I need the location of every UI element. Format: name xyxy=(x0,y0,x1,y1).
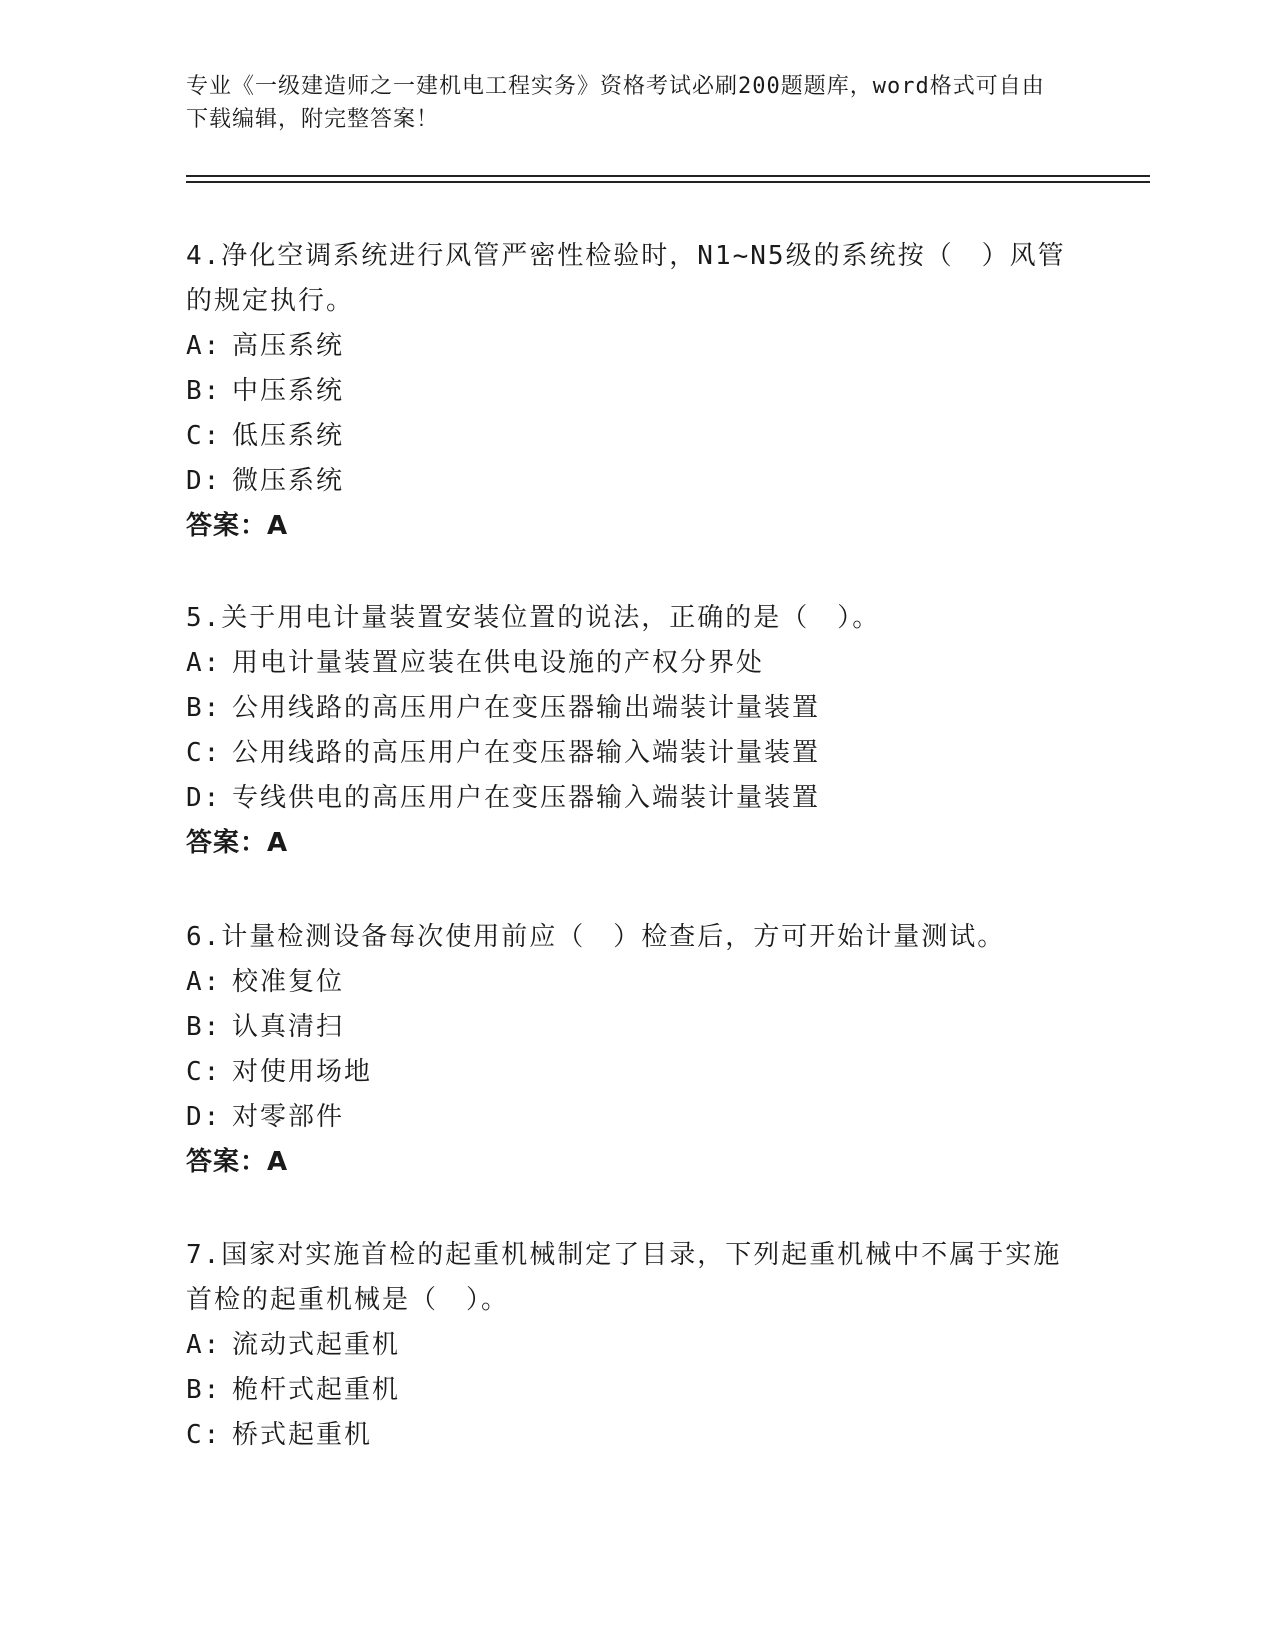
option-b xyxy=(186,686,1086,731)
option-text: 中压系统 xyxy=(232,376,345,406)
option-a xyxy=(186,960,1086,1005)
option-letter: D: xyxy=(186,783,222,813)
option-text: 高压系统 xyxy=(232,331,345,361)
option-b xyxy=(186,369,1086,414)
question-stem: 5.关于用电计量装置安装位置的说法，正确的是（ ）。 xyxy=(186,603,881,633)
answer-line: 答案：A xyxy=(186,828,289,858)
option-letter: B: xyxy=(186,376,222,406)
option-text: 专线供电的高压用户在变压器输入端装计量装置 xyxy=(232,783,821,813)
option-letter: A: xyxy=(186,967,222,997)
option-text: 桅杆式起重机 xyxy=(232,1375,401,1405)
option-letter: C: xyxy=(186,738,222,768)
option-text: 流动式起重机 xyxy=(232,1330,401,1360)
option-text: 公用线路的高压用户在变压器输入端装计量装置 xyxy=(232,738,821,768)
option-letter: A: xyxy=(186,648,222,678)
option-letter: D: xyxy=(186,1102,222,1132)
question-7 xyxy=(186,1233,1086,1458)
question-stem: 4.净化空调系统进行风管严密性检验时，N1~N5级的系统按（ ）风管的规定执行。 xyxy=(186,241,1066,316)
option-letter: B: xyxy=(186,1375,222,1405)
option-d xyxy=(186,1095,1086,1140)
option-letter: C: xyxy=(186,1057,222,1087)
option-text: 微压系统 xyxy=(232,466,345,496)
question-4 xyxy=(186,234,1086,549)
option-letter: B: xyxy=(186,693,222,723)
option-letter: B: xyxy=(186,1012,222,1042)
option-a xyxy=(186,641,1086,686)
option-text: 公用线路的高压用户在变压器输出端装计量装置 xyxy=(232,693,821,723)
option-letter: D: xyxy=(186,466,222,496)
option-text: 桥式起重机 xyxy=(232,1420,373,1450)
option-d xyxy=(186,776,1086,821)
question-stem: 7.国家对实施首检的起重机械制定了目录，下列起重机械中不属于实施首检的起重机械是（ ）。 xyxy=(186,1240,1062,1315)
option-c xyxy=(186,1413,1086,1458)
document-header xyxy=(186,70,1066,136)
option-text: 对零部件 xyxy=(232,1102,345,1132)
option-c xyxy=(186,1050,1086,1095)
option-text: 对使用场地 xyxy=(232,1057,373,1087)
header-title: 专业《一级建造师之一建机电工程实务》资格考试必刷200题题库，word格式可自由下载编辑，附完整答案！ xyxy=(186,74,1045,132)
question-6 xyxy=(186,915,1086,1185)
option-a xyxy=(186,324,1086,369)
option-d xyxy=(186,459,1086,504)
question-stem: 6.计量检测设备每次使用前应（ ）检查后，方可开始计量测试。 xyxy=(186,922,1006,952)
answer-line: 答案：A xyxy=(186,511,289,541)
option-b xyxy=(186,1005,1086,1050)
answer-line: 答案：A xyxy=(186,1147,289,1177)
option-text: 认真清扫 xyxy=(232,1012,345,1042)
option-a xyxy=(186,1323,1086,1368)
option-c xyxy=(186,731,1086,776)
option-b xyxy=(186,1368,1086,1413)
header-divider-bottom xyxy=(186,181,1150,183)
option-text: 校准复位 xyxy=(232,967,345,997)
header-divider-top xyxy=(186,175,1150,177)
option-text: 用电计量装置应装在供电设施的产权分界处 xyxy=(232,648,765,678)
option-letter: A: xyxy=(186,1330,222,1360)
question-5 xyxy=(186,596,1086,866)
option-c xyxy=(186,414,1086,459)
option-letter: C: xyxy=(186,1420,222,1450)
option-letter: C: xyxy=(186,421,222,451)
option-letter: A: xyxy=(186,331,222,361)
option-text: 低压系统 xyxy=(232,421,345,451)
